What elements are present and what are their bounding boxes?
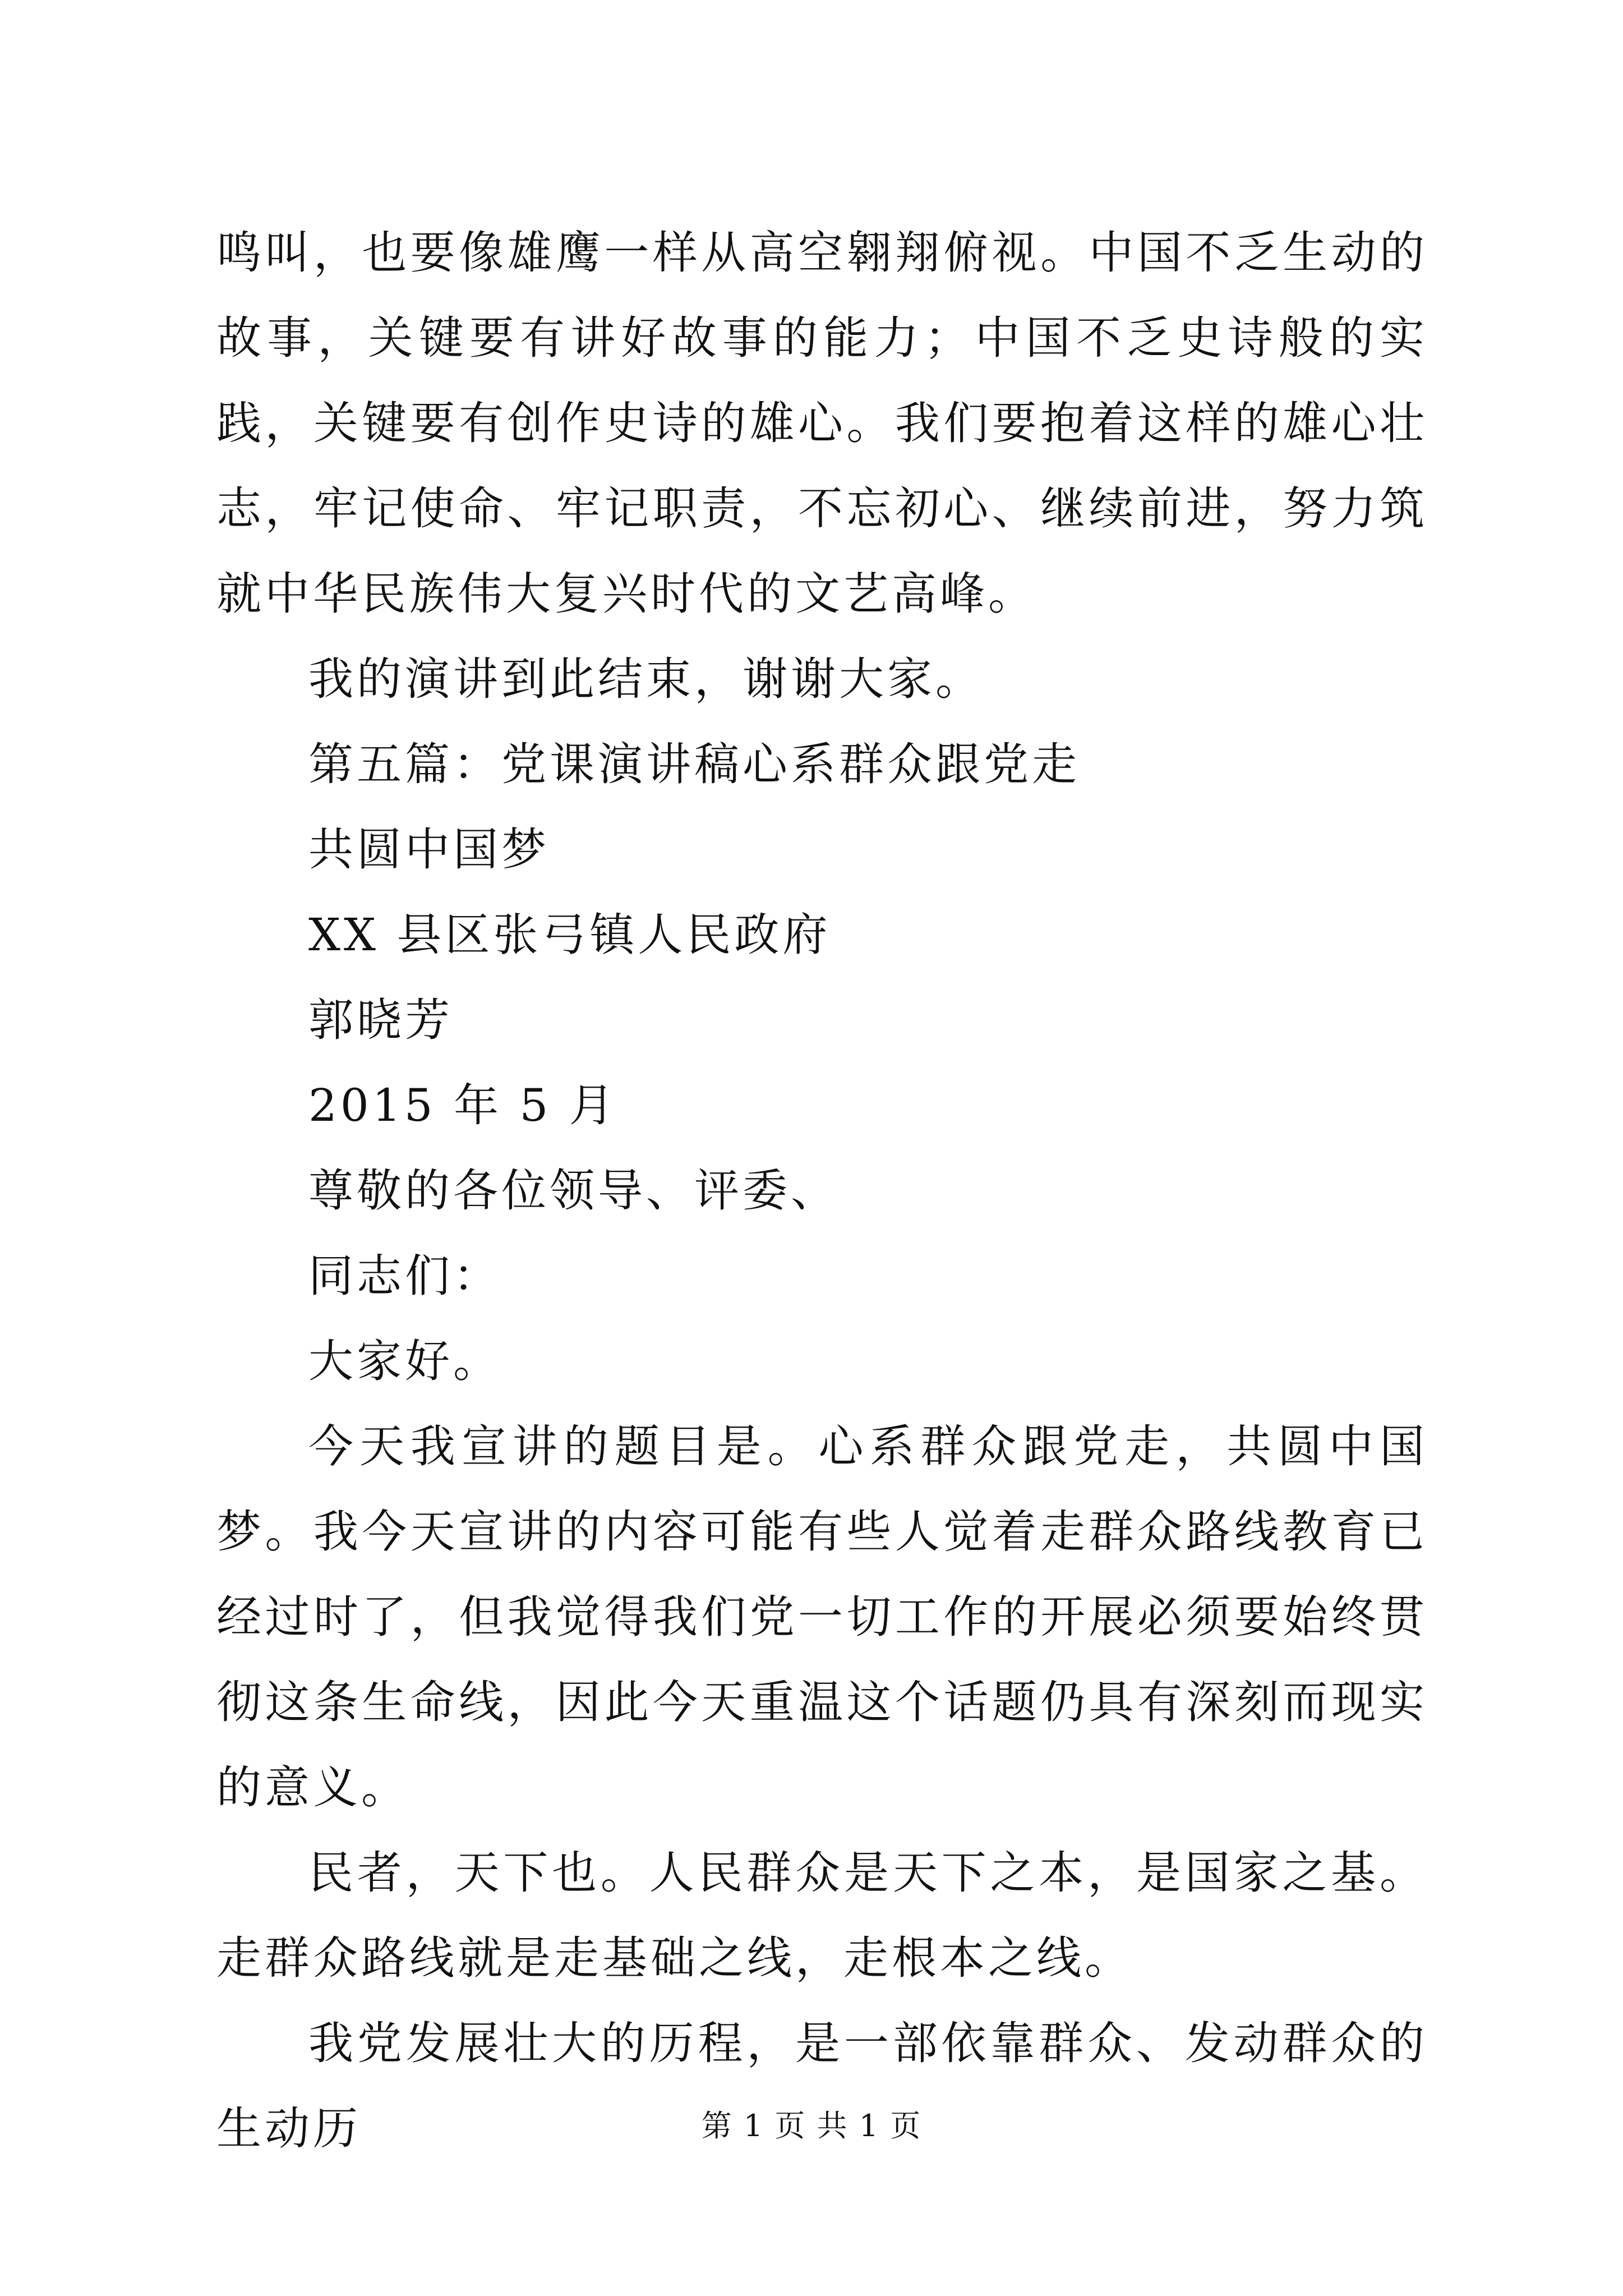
- paragraph-speech-end: 我的演讲到此结束，谢谢大家。: [308, 653, 984, 705]
- paragraph-history: 我党发展壮大的历程，是一部依靠群众、发动群众的生动历: [216, 2017, 1428, 2155]
- section-heading: 第五篇：党课演讲稿心系群众跟党走: [308, 738, 1080, 790]
- paragraph-topic: 今天我宣讲的题目是。心系群众跟党走，共圆中国梦。我今天宣讲的内容可能有些人觉着走群众路线教育已经过时了，但我觉得我们党一切工作的开展必须要始终贯彻这条生命线，因此今天重温这个话题仍具有深刻而现实的意义。: [216, 1420, 1428, 1814]
- document-body: [216, 210, 1428, 2171]
- salutation-line-2: 同志们：: [308, 1250, 501, 1302]
- section-subtitle: 共圆中国梦: [308, 823, 550, 876]
- author-name: 郭晓芳: [308, 994, 453, 1046]
- paragraph-people: 民者，天下也。人民群众是天下之本，是国家之基。走群众路线就是走基础之线，走根本之线。: [216, 1847, 1428, 1984]
- salutation-line-1: 尊敬的各位领导、评委、: [308, 1165, 839, 1217]
- document-date: 2015 年 5 月: [308, 1079, 617, 1131]
- greeting: 大家好。: [308, 1335, 501, 1387]
- paragraph-closing-text: 鸣叫，也要像雄鹰一样从高空翱翔俯视。中国不乏生动的故事，关键要有讲好故事的能力；中国不乏史诗般的实践，关键要有创作史诗的雄心。我们要抱着这样的雄心壮志，牢记使命、牢记职责，不忘初心、继续前进，努力筑就中华民族伟大复兴时代的文艺高峰。: [216, 227, 1428, 620]
- author-organization: XX 县区张弓镇人民政府: [308, 909, 831, 961]
- page-footer: 第 1 页 共 1 页: [701, 2108, 922, 2143]
